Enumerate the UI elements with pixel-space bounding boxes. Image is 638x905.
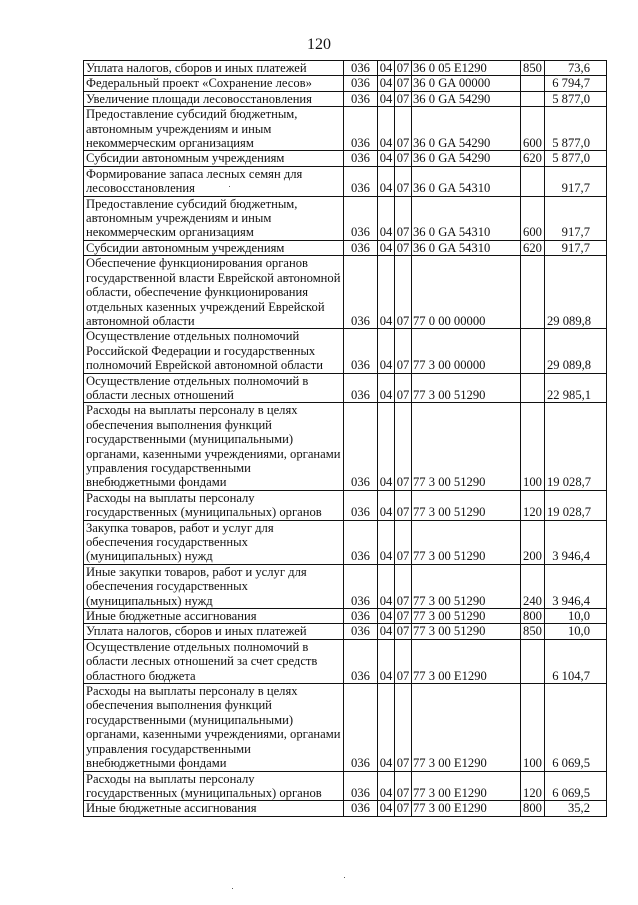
amount-cell: 6 104,7 xyxy=(545,639,607,683)
subsection-code-cell: 07 xyxy=(395,684,412,771)
expense-type-code-cell: 620 xyxy=(521,240,545,255)
expense-name-cell: Уплата налогов, сборов и иных платежей xyxy=(84,61,344,76)
amount-cell: 3 946,4 xyxy=(545,564,607,608)
expense-name-cell: Федеральный проект «Сохранение лесов» xyxy=(84,76,344,91)
amount-cell: 917,7 xyxy=(545,196,607,240)
table-row xyxy=(84,801,607,816)
section-code-cell: 04 xyxy=(378,329,395,373)
expense-type-code-cell xyxy=(521,373,545,403)
subsection-code-cell: 07 xyxy=(395,639,412,683)
target-item-code-cell: 77 3 00 E1290 xyxy=(412,639,521,683)
budget-table xyxy=(83,60,607,817)
target-item-code-cell: 36 0 GA 54290 xyxy=(412,91,521,106)
subsection-code-cell: 07 xyxy=(395,76,412,91)
target-item-code-cell: 77 0 00 00000 xyxy=(412,256,521,329)
target-item-code-cell: 36 0 GA 00000 xyxy=(412,76,521,91)
section-code-cell: 04 xyxy=(378,771,395,801)
target-item-code-cell: 36 0 GA 54290 xyxy=(412,107,521,151)
ministry-code-cell: 036 xyxy=(344,801,378,816)
amount-cell: 35,2 xyxy=(545,801,607,816)
expense-name-cell: Осуществление отдельных полномочий в области лесных отношений за счет средств областного бюджета xyxy=(84,639,344,683)
table-row xyxy=(84,564,607,608)
table-row xyxy=(84,373,607,403)
section-code-cell: 04 xyxy=(378,520,395,564)
ministry-code-cell: 036 xyxy=(344,91,378,106)
amount-cell: 5 877,0 xyxy=(545,91,607,106)
section-code-cell: 04 xyxy=(378,196,395,240)
expense-type-code-cell xyxy=(521,91,545,106)
amount-cell: 10,0 xyxy=(545,609,607,624)
amount-cell: 22 985,1 xyxy=(545,373,607,403)
target-item-code-cell: 77 3 00 00000 xyxy=(412,329,521,373)
target-item-code-cell: 36 0 GA 54310 xyxy=(412,166,521,196)
expense-type-code-cell xyxy=(521,166,545,196)
expense-type-code-cell xyxy=(521,329,545,373)
subsection-code-cell: 07 xyxy=(395,196,412,240)
expense-type-code-cell xyxy=(521,76,545,91)
target-item-code-cell: 36 0 GA 54310 xyxy=(412,240,521,255)
expense-name-cell: Субсидии автономным учреждениям xyxy=(84,240,344,255)
target-item-code-cell: 36 0 05 E1290 xyxy=(412,61,521,76)
section-code-cell: 04 xyxy=(378,373,395,403)
table-row xyxy=(84,329,607,373)
ministry-code-cell: 036 xyxy=(344,520,378,564)
expense-name-cell: Расходы на выплаты персоналу в целях обеспечения выполнения функций государственными (муниципальными) органами, казенными учреждениями, органами управления государственными внебюджетными фондами xyxy=(84,403,344,490)
expense-type-code-cell: 800 xyxy=(521,609,545,624)
section-code-cell: 04 xyxy=(378,403,395,490)
expense-name-cell: Закупка товаров, работ и услуг для обеспечения государственных (муниципальных) нужд xyxy=(84,520,344,564)
amount-cell: 10,0 xyxy=(545,624,607,639)
ministry-code-cell: 036 xyxy=(344,329,378,373)
ministry-code-cell: 036 xyxy=(344,490,378,520)
table-row xyxy=(84,196,607,240)
target-item-code-cell: 36 0 GA 54310 xyxy=(412,196,521,240)
amount-cell: 6 794,7 xyxy=(545,76,607,91)
subsection-code-cell: 07 xyxy=(395,91,412,106)
target-item-code-cell: 77 3 00 51290 xyxy=(412,609,521,624)
expense-name-cell: Предоставление субсидий бюджетным, автономным учреждениям и иным некоммерческим организациям xyxy=(84,107,344,151)
table-row xyxy=(84,609,607,624)
table-row xyxy=(84,256,607,329)
ministry-code-cell: 036 xyxy=(344,107,378,151)
page-number: 120 xyxy=(307,36,331,53)
ministry-code-cell: 036 xyxy=(344,151,378,166)
subsection-code-cell: 07 xyxy=(395,329,412,373)
target-item-code-cell: 77 3 00 51290 xyxy=(412,490,521,520)
expense-name-cell: Уплата налогов, сборов и иных платежей xyxy=(84,624,344,639)
ministry-code-cell: 036 xyxy=(344,61,378,76)
section-code-cell: 04 xyxy=(378,166,395,196)
ministry-code-cell: 036 xyxy=(344,166,378,196)
expense-name-cell: Увеличение площади лесовосстановления xyxy=(84,91,344,106)
subsection-code-cell: 07 xyxy=(395,564,412,608)
table-row xyxy=(84,639,607,683)
section-code-cell: 04 xyxy=(378,801,395,816)
section-code-cell: 04 xyxy=(378,684,395,771)
subsection-code-cell: 07 xyxy=(395,624,412,639)
ministry-code-cell: 036 xyxy=(344,403,378,490)
scan-speck xyxy=(344,877,345,878)
amount-cell: 6 069,5 xyxy=(545,684,607,771)
section-code-cell: 04 xyxy=(378,256,395,329)
subsection-code-cell: 07 xyxy=(395,771,412,801)
amount-cell: 73,6 xyxy=(545,61,607,76)
ministry-code-cell: 036 xyxy=(344,76,378,91)
ministry-code-cell: 036 xyxy=(344,564,378,608)
expense-type-code-cell: 800 xyxy=(521,801,545,816)
expense-name-cell: Иные бюджетные ассигнования xyxy=(84,801,344,816)
expense-type-code-cell xyxy=(521,256,545,329)
ministry-code-cell: 036 xyxy=(344,196,378,240)
expense-type-code-cell: 120 xyxy=(521,490,545,520)
ministry-code-cell: 036 xyxy=(344,256,378,329)
ministry-code-cell: 036 xyxy=(344,609,378,624)
ministry-code-cell: 036 xyxy=(344,684,378,771)
section-code-cell: 04 xyxy=(378,61,395,76)
subsection-code-cell: 07 xyxy=(395,61,412,76)
subsection-code-cell: 07 xyxy=(395,166,412,196)
amount-cell: 5 877,0 xyxy=(545,151,607,166)
expense-name-cell: Обеспечение функционирования органов государственной власти Еврейской автономной области, обеспечение функционирования отдельных казенных учреждений Еврейской автономной области xyxy=(84,256,344,329)
section-code-cell: 04 xyxy=(378,151,395,166)
target-item-code-cell: 77 3 00 51290 xyxy=(412,520,521,564)
section-code-cell: 04 xyxy=(378,490,395,520)
table-row xyxy=(84,76,607,91)
subsection-code-cell: 07 xyxy=(395,801,412,816)
expense-type-code-cell: 850 xyxy=(521,624,545,639)
subsection-code-cell: 07 xyxy=(395,373,412,403)
expense-type-code-cell: 100 xyxy=(521,403,545,490)
expense-name-cell: Субсидии автономным учреждениям xyxy=(84,151,344,166)
subsection-code-cell: 07 xyxy=(395,240,412,255)
expense-name-cell: Расходы на выплаты персоналу в целях обеспечения выполнения функций государственными (муниципальными) органами, казенными учреждениями, органами управления государственными внебюджетными фондами xyxy=(84,684,344,771)
scan-speck xyxy=(232,888,233,889)
section-code-cell: 04 xyxy=(378,76,395,91)
amount-cell: 29 089,8 xyxy=(545,329,607,373)
budget-table-body xyxy=(84,61,607,817)
table-row xyxy=(84,403,607,490)
target-item-code-cell: 36 0 GA 54290 xyxy=(412,151,521,166)
subsection-code-cell: 07 xyxy=(395,490,412,520)
ministry-code-cell: 036 xyxy=(344,639,378,683)
ministry-code-cell: 036 xyxy=(344,373,378,403)
target-item-code-cell: 77 3 00 51290 xyxy=(412,564,521,608)
table-row xyxy=(84,166,607,196)
expense-name-cell: Иные закупки товаров, работ и услуг для обеспечения государственных (муниципальных) нужд xyxy=(84,564,344,608)
amount-cell: 5 877,0 xyxy=(545,107,607,151)
expense-name-cell: Предоставление субсидий бюджетным, автономным учреждениям и иным некоммерческим организациям xyxy=(84,196,344,240)
table-row xyxy=(84,240,607,255)
section-code-cell: 04 xyxy=(378,107,395,151)
scan-speck xyxy=(229,186,230,187)
expense-type-code-cell: 120 xyxy=(521,771,545,801)
table-row xyxy=(84,151,607,166)
expense-type-code-cell: 620 xyxy=(521,151,545,166)
amount-cell: 19 028,7 xyxy=(545,403,607,490)
expense-type-code-cell: 600 xyxy=(521,196,545,240)
target-item-code-cell: 77 3 00 E1290 xyxy=(412,684,521,771)
section-code-cell: 04 xyxy=(378,624,395,639)
subsection-code-cell: 07 xyxy=(395,520,412,564)
expense-name-cell: Расходы на выплаты персоналу государственных (муниципальных) органов xyxy=(84,490,344,520)
target-item-code-cell: 77 3 00 E1290 xyxy=(412,801,521,816)
expense-name-cell: Расходы на выплаты персоналу государственных (муниципальных) органов xyxy=(84,771,344,801)
section-code-cell: 04 xyxy=(378,91,395,106)
expense-type-code-cell: 850 xyxy=(521,61,545,76)
target-item-code-cell: 77 3 00 51290 xyxy=(412,373,521,403)
amount-cell: 29 089,8 xyxy=(545,256,607,329)
subsection-code-cell: 07 xyxy=(395,609,412,624)
table-row xyxy=(84,107,607,151)
section-code-cell: 04 xyxy=(378,609,395,624)
ministry-code-cell: 036 xyxy=(344,240,378,255)
table-row xyxy=(84,684,607,771)
target-item-code-cell: 77 3 00 E1290 xyxy=(412,771,521,801)
expense-type-code-cell xyxy=(521,639,545,683)
subsection-code-cell: 07 xyxy=(395,256,412,329)
subsection-code-cell: 07 xyxy=(395,107,412,151)
expense-name-cell: Формирование запаса лесных семян для лесовосстановления xyxy=(84,166,344,196)
ministry-code-cell: 036 xyxy=(344,624,378,639)
table-row xyxy=(84,61,607,76)
subsection-code-cell: 07 xyxy=(395,151,412,166)
target-item-code-cell: 77 3 00 51290 xyxy=(412,624,521,639)
section-code-cell: 04 xyxy=(378,564,395,608)
expense-name-cell: Осуществление отдельных полномочий Российской Федерации и государственных полномочий Еврейской автономной области xyxy=(84,329,344,373)
expense-name-cell: Осуществление отдельных полномочий в области лесных отношений xyxy=(84,373,344,403)
table-row xyxy=(84,771,607,801)
subsection-code-cell: 07 xyxy=(395,403,412,490)
ministry-code-cell: 036 xyxy=(344,771,378,801)
expense-type-code-cell: 600 xyxy=(521,107,545,151)
amount-cell: 3 946,4 xyxy=(545,520,607,564)
amount-cell: 19 028,7 xyxy=(545,490,607,520)
table-row xyxy=(84,490,607,520)
section-code-cell: 04 xyxy=(378,240,395,255)
amount-cell: 917,7 xyxy=(545,240,607,255)
expense-type-code-cell: 200 xyxy=(521,520,545,564)
expense-name-cell: Иные бюджетные ассигнования xyxy=(84,609,344,624)
table-row xyxy=(84,520,607,564)
amount-cell: 6 069,5 xyxy=(545,771,607,801)
table-row xyxy=(84,624,607,639)
expense-type-code-cell: 240 xyxy=(521,564,545,608)
expense-type-code-cell: 100 xyxy=(521,684,545,771)
section-code-cell: 04 xyxy=(378,639,395,683)
table-row xyxy=(84,91,607,106)
amount-cell: 917,7 xyxy=(545,166,607,196)
target-item-code-cell: 77 3 00 51290 xyxy=(412,403,521,490)
